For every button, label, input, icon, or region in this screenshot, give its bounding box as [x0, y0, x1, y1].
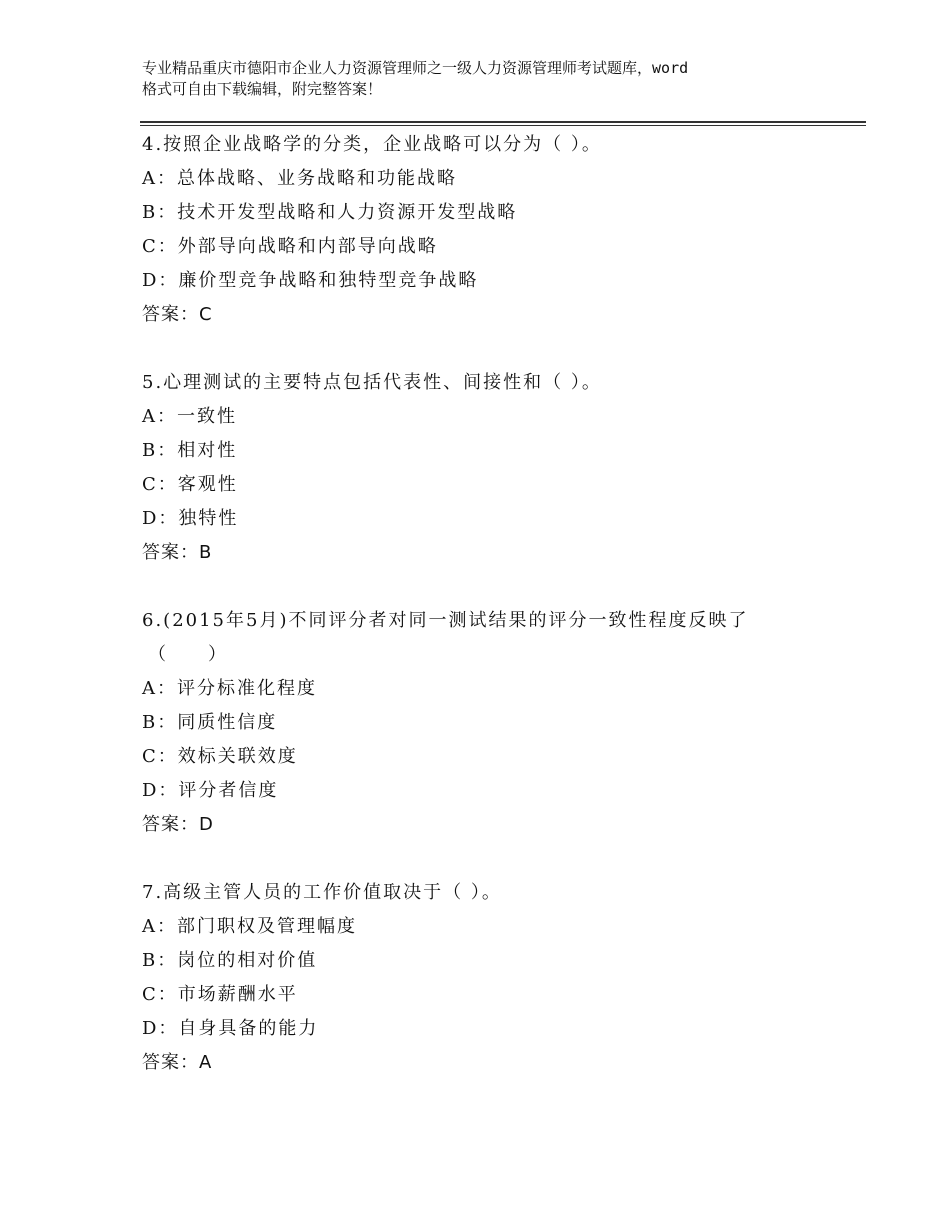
question-block — [142, 876, 842, 1080]
option-d: D：廉价型竞争战略和独特型竞争战略 — [142, 270, 479, 291]
option-c: C：效标关联效度 — [142, 746, 298, 767]
header-divider-thin — [140, 125, 866, 126]
option-c: C：客观性 — [142, 474, 238, 495]
option-b: B：技术开发型战略和人力资源开发型战略 — [142, 202, 518, 223]
option-b: B：相对性 — [142, 440, 238, 461]
option-b: B：岗位的相对价值 — [142, 950, 318, 971]
option-a: A：部门职权及管理幅度 — [142, 916, 357, 937]
option-d: D：独特性 — [142, 508, 239, 529]
option-c: C：外部导向战略和内部导向战略 — [142, 236, 438, 257]
document-header — [142, 58, 832, 100]
option-d: D：评分者信度 — [142, 780, 279, 801]
answer-label: 答案：A — [142, 1052, 213, 1073]
question-stem: 6.(2015年5月)不同评分者对同一测试结果的评分一致性程度反映了 — [142, 610, 749, 631]
answer-label: 答案：B — [142, 542, 213, 563]
answer-label: 答案：D — [142, 814, 214, 835]
question-stem-continuation: （ ） — [148, 644, 228, 665]
option-a: A：总体战略、业务战略和功能战略 — [142, 168, 457, 189]
option-a: A：一致性 — [142, 406, 237, 427]
answer-label: 答案：C — [142, 304, 213, 325]
question-block — [142, 366, 842, 570]
question-list — [142, 128, 842, 1114]
question-stem: 4.按照企业战略学的分类，企业战略可以分为（ ）。 — [142, 134, 602, 155]
header-line-2: 格式可自由下载编辑，附完整答案！ — [142, 80, 383, 98]
question-stem: 7.高级主管人员的工作价值取决于（ ）。 — [142, 882, 502, 903]
option-c: C：市场薪酬水平 — [142, 984, 298, 1005]
option-a: A：评分标准化程度 — [142, 678, 317, 699]
option-d: D：自身具备的能力 — [142, 1018, 319, 1039]
question-block — [142, 604, 842, 842]
question-block — [142, 128, 842, 332]
option-b: B：同质性信度 — [142, 712, 278, 733]
header-divider — [140, 121, 866, 123]
question-stem: 5.心理测试的主要特点包括代表性、间接性和（ ）。 — [142, 372, 602, 393]
header-line-1: 专业精品重庆市德阳市企业人力资源管理师之一级人力资源管理师考试题库，word — [142, 59, 689, 77]
